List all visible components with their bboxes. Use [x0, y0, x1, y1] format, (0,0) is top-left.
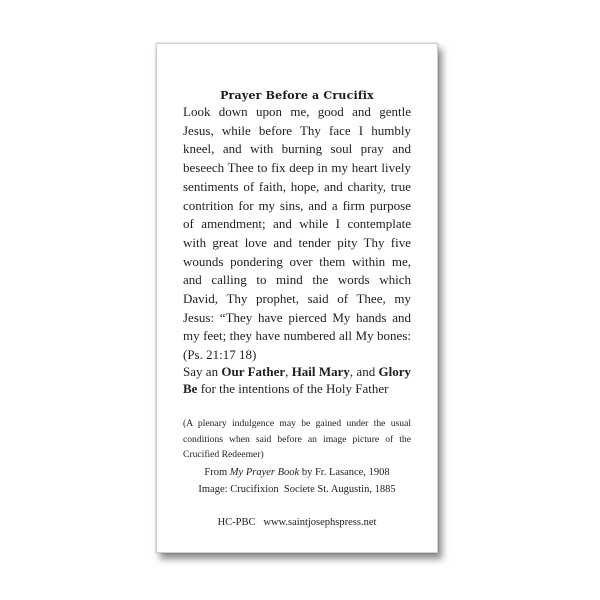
say-instruction [183, 363, 411, 397]
source-credits [157, 464, 437, 498]
source-book-line [157, 464, 437, 481]
say-intro: Say an [183, 364, 222, 379]
our-father-label: Our Father [221, 364, 286, 379]
say-separator-1: , [285, 364, 292, 379]
hail-mary-label: Hail Mary [291, 364, 350, 379]
card-title: Prayer Before a Crucifix [220, 89, 374, 102]
prayer-card [156, 43, 438, 553]
source-from-prefix: From [204, 467, 230, 478]
source-from-suffix: by Fr. Lasance, 1908 [299, 467, 390, 478]
prayer-text: Look down upon me, good and gentle Jesus, while before Thy face I humbly kneel, and with burning soul pray and beseech Thee to fix deep in my heart lively sentiments of faith, hope, and charity, true contrition for my sins, and a firm purpose of amendment; and while I contemplate with great love and tender pity Thy five wounds pondering over them within me, and calling to mind the words which David, Thy prophet, said of Thee, my Jesus: “They have pierced My hands and my feet; they have numbered all My bones: (Ps. 21:17 18) [183, 104, 411, 363]
source-book-title: My Prayer Book [229, 467, 300, 478]
source-image-line: Image: Crucifixion Societe St. Augustin, 1885 [198, 484, 396, 495]
say-separator-2: , and [349, 364, 379, 379]
indulgence-note: (A plenary indulgence may be gained under the usual conditions when said before an image picture of the Crucified Redeemer) [183, 418, 411, 460]
card-footer: HC-PBC www.saintjosephspress.net [217, 517, 377, 528]
say-outro: for the intentions of the Holy Father [197, 381, 389, 396]
glory-be-label: Glory Be [183, 364, 412, 396]
